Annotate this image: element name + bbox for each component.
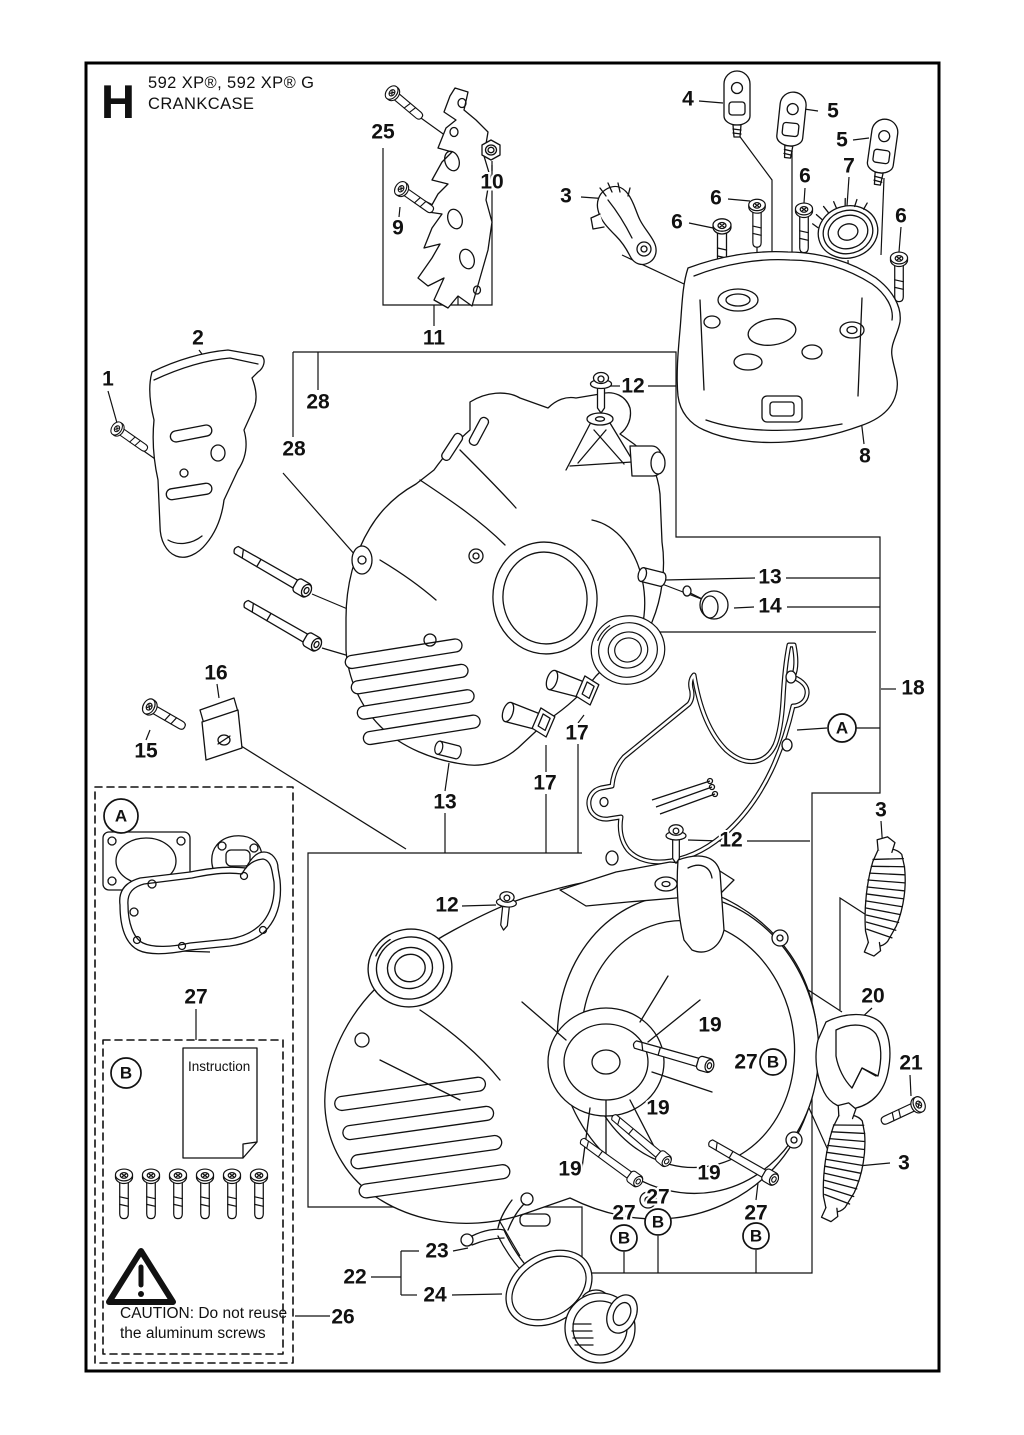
part-callout-2: 2: [192, 326, 204, 350]
part-callout-12: 12: [719, 828, 743, 852]
gasket-set-drawing: [103, 832, 281, 954]
kit-screw-drawing: [223, 1169, 240, 1219]
bolt-28b-drawing: [241, 597, 324, 654]
part-callout-27: 27: [646, 1185, 670, 1209]
part-callout-3: 3: [898, 1151, 910, 1175]
damper-7-drawing: [809, 192, 884, 265]
part-callout-19: 19: [697, 1161, 721, 1185]
part-callout-5: 5: [836, 128, 848, 152]
kit-circle-label: B: [651, 1212, 665, 1232]
kit-circle-label: B: [749, 1226, 763, 1246]
part-callout-6: 6: [710, 186, 722, 210]
parts-artwork-layer: [95, 71, 928, 1363]
kit-circle-label: B: [617, 1228, 631, 1248]
leader-line: [399, 207, 400, 217]
side-plate-drawing: [150, 350, 264, 557]
oil-tank-8-drawing: [677, 252, 900, 443]
kit-screw-drawing: [169, 1169, 186, 1219]
rib-strip-3b-drawing: [817, 1101, 871, 1225]
screw-6c-drawing: [795, 203, 812, 253]
part-callout-11: 11: [422, 326, 446, 350]
part-callout-17: 17: [533, 771, 557, 795]
leader-line: [853, 138, 869, 140]
screw-1-drawing: [108, 420, 150, 456]
leader-line: [689, 223, 713, 228]
rib-strip-3-drawing: [860, 835, 910, 958]
part-callout-23: 23: [425, 1239, 449, 1263]
leader-line: [445, 763, 449, 791]
kit-circle-label: A: [835, 718, 849, 738]
part-callout-27: 27: [744, 1201, 768, 1225]
part-callout-18: 18: [901, 676, 925, 700]
screw-15-drawing: [140, 697, 189, 735]
caution-text-line2: the aluminum screws: [120, 1325, 266, 1342]
leader-line: [847, 177, 849, 206]
screw-9-drawing: [392, 179, 437, 217]
part-callout-6: 6: [895, 204, 907, 228]
model-title: 592 XP®, 592 XP® G: [148, 74, 315, 92]
screw-6b-drawing: [749, 199, 766, 247]
av-mount-5-drawing: [775, 91, 808, 159]
kit-screw-drawing: [196, 1169, 213, 1219]
section-letter: H: [101, 75, 135, 128]
part-callout-14: 14: [758, 594, 782, 618]
part-callout-12: 12: [435, 893, 459, 917]
leader-line: [238, 744, 406, 849]
part-callout-16: 16: [204, 661, 228, 685]
leader-line: [804, 188, 805, 203]
part-callout-19: 19: [698, 1013, 722, 1037]
part-callout-26: 26: [331, 1305, 355, 1329]
part-callout-17: 17: [565, 721, 589, 745]
kit-screw-drawing: [115, 1169, 132, 1219]
leader-line: [452, 1294, 502, 1295]
part-callout-10: 10: [480, 170, 504, 194]
part-callout-28: 28: [306, 390, 330, 414]
leader-line: [734, 607, 754, 608]
nut-10-drawing: [482, 140, 500, 160]
part-callout-3: 3: [560, 184, 572, 208]
leader-line: [756, 1183, 758, 1200]
chain-guide-3-drawing: [591, 183, 656, 264]
part-callout-6: 6: [671, 210, 683, 234]
screw-25-drawing: [383, 83, 427, 123]
section-title: CRANKCASE: [148, 95, 255, 113]
leader-line: [217, 684, 219, 698]
part-callout-19: 19: [646, 1096, 670, 1120]
kit-screw-drawing: [250, 1169, 267, 1219]
part-callout-28: 28: [282, 437, 306, 461]
part-callout-4: 4: [682, 87, 694, 111]
av-mount-4-drawing: [724, 71, 750, 137]
part-callout-1: 1: [102, 367, 114, 391]
part-callout-27: 27: [612, 1201, 636, 1225]
leader-line: [660, 794, 715, 814]
part-callout-6: 6: [799, 164, 811, 188]
part-callout-13: 13: [758, 565, 782, 589]
part-callout-27: 27: [184, 985, 208, 1009]
part-callout-9: 9: [392, 216, 404, 240]
warning-triangle-icon: [109, 1251, 173, 1302]
bumper-spike-drawing: [418, 88, 492, 308]
kit-circle-label: B: [766, 1052, 780, 1072]
leader-line: [462, 905, 496, 906]
leader-line: [699, 101, 723, 103]
cover-20-drawing: [816, 1015, 890, 1109]
part-callout-8: 8: [859, 444, 871, 468]
leader-line: [108, 391, 117, 423]
diagram-header: [101, 74, 314, 128]
part-callout-13: 13: [433, 790, 457, 814]
screw-21-drawing: [878, 1095, 927, 1130]
leader-line: [146, 730, 150, 740]
kit-circle-label: A: [114, 806, 128, 826]
kit-circle-label: B: [119, 1063, 133, 1083]
leader-line: [899, 227, 901, 252]
part-callout-24: 24: [423, 1283, 447, 1307]
part-callout-5: 5: [827, 99, 839, 123]
leader-line: [453, 1248, 468, 1251]
part-callout-27: 27: [734, 1050, 758, 1074]
part-callout-12: 12: [621, 374, 645, 398]
part-callout-7: 7: [843, 154, 855, 178]
part-callout-20: 20: [861, 984, 885, 1008]
clamp-16-drawing: [200, 698, 242, 760]
leader-line: [910, 1075, 911, 1096]
caution-text-line1: CAUTION: Do not reuse: [120, 1305, 288, 1322]
bolt-28-drawing: [231, 543, 314, 600]
av-mount-5b-drawing: [865, 118, 900, 187]
leader-line: [665, 578, 755, 580]
part-callout-15: 15: [134, 739, 158, 763]
leader-line: [312, 594, 350, 610]
part-callout-25: 25: [371, 120, 395, 144]
screw-6d-drawing: [890, 252, 907, 302]
part-callout-22: 22: [343, 1265, 367, 1289]
leader-line: [728, 199, 750, 201]
kit-screw-drawing: [142, 1169, 159, 1219]
part-callout-19: 19: [558, 1157, 582, 1181]
part-callout-3: 3: [875, 798, 887, 822]
leader-line: [881, 178, 884, 255]
plug-14-drawing: [683, 586, 728, 619]
leader-line: [797, 728, 827, 730]
part-callout-21: 21: [899, 1051, 923, 1075]
instruction-sheet-title: Instruction: [188, 1059, 251, 1074]
